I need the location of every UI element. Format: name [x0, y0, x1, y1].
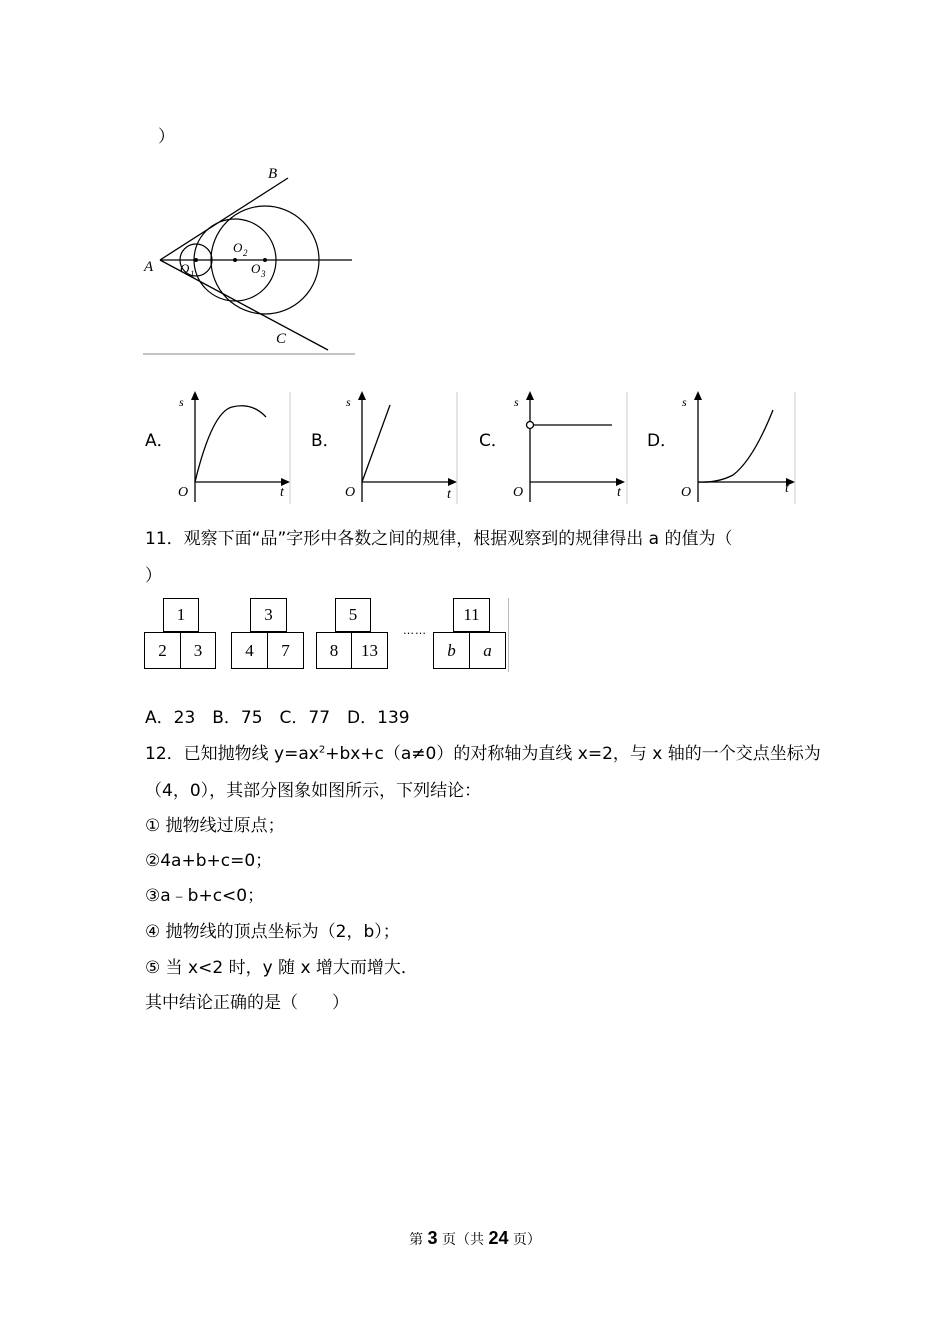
label-o3: O	[251, 261, 261, 276]
current-page-number: 3	[427, 1228, 438, 1248]
q10-option-a: A．	[145, 431, 174, 451]
graph-b-t-label: t	[447, 487, 451, 502]
group3-right: 13	[351, 632, 388, 669]
graph-a-t-label: t	[280, 485, 284, 500]
q12-item-5: ⑤ 当 x<2 时，y 随 x 增大而增大．	[145, 958, 418, 978]
graph-a-s-label: s	[179, 395, 184, 409]
q12-question-line2: （4，0），其部分图象如图所示，下列结论：	[145, 781, 482, 801]
group2-right: 7	[267, 632, 304, 669]
graph-b-s-label: s	[346, 395, 351, 409]
q12-item-3: ③a﹣b+c<0；	[145, 886, 265, 906]
group2-top: 3	[250, 598, 287, 632]
label-o1-sub: 1	[190, 269, 195, 279]
graph-b-origin-label: O	[345, 485, 356, 500]
graph-c	[505, 390, 629, 506]
graph-d-s-label: s	[682, 395, 687, 409]
q12-question-line1: 12．已知抛物线 $y=ax^2+bx+c(a\ne 0)$的对称轴为直线 x=2，与 x 轴的一个交点坐标为	[145, 744, 821, 764]
graph-d-origin-label: O	[681, 485, 692, 500]
label-a: A	[144, 259, 154, 275]
graph-b	[337, 390, 459, 506]
figure-edge	[508, 598, 509, 672]
group1-right: 3	[180, 632, 216, 669]
group1-left: 2	[144, 632, 181, 669]
graph-c-t-label: t	[617, 485, 621, 500]
label-o2-sub: 2	[243, 248, 248, 258]
group4-top: 11	[453, 598, 490, 632]
q12-item-1: ① 抛物线过原点；	[145, 816, 285, 836]
graph-c-s-label: s	[514, 395, 519, 409]
ray-ab	[160, 178, 288, 260]
graph-a	[170, 390, 292, 506]
q11-question-line2: ）	[145, 566, 162, 586]
graph-d	[673, 390, 799, 506]
q10-option-d: D．	[647, 431, 678, 451]
q12-item-4: ④ 抛物线的顶点坐标为（2，b）；	[145, 922, 400, 942]
label-b: B	[268, 166, 278, 182]
graph-c-origin-label: O	[513, 485, 524, 500]
q10-option-c: C．	[479, 431, 508, 451]
q11-ellipsis: ……	[403, 624, 427, 637]
group2-left: 4	[231, 632, 268, 669]
label-c: C	[276, 331, 287, 347]
label-o2: O	[233, 240, 243, 255]
group3-top: 5	[335, 598, 371, 632]
graph-a-origin-label: O	[178, 485, 189, 500]
group4-right: a	[469, 632, 506, 669]
q12-ask: 其中结论正确的是（ ）	[145, 993, 349, 1013]
q10-option-b: B．	[311, 431, 340, 451]
total-pages-number: 24	[488, 1228, 509, 1248]
q10-close-paren: ）	[158, 127, 175, 147]
q10-geometry-figure	[140, 160, 360, 360]
q12-item-2: ②4a+b+c=0；	[145, 851, 273, 871]
group4-left: b	[433, 632, 470, 669]
group1-top: 1	[163, 598, 199, 632]
label-o3-sub: 3	[261, 269, 266, 279]
group3-left: 8	[316, 632, 352, 669]
graph-d-t-label: t	[785, 481, 789, 496]
label-o1: O	[180, 261, 190, 276]
q11-options: A．23 B．75 C．77 D．139	[145, 708, 410, 728]
page-footer: 第 3 页（共 24 页）	[409, 1228, 541, 1248]
q11-question-line1: 11．观察下面“品”字形中各数之间的规律，根据观察到的规律得出 a 的值为（	[145, 529, 733, 549]
